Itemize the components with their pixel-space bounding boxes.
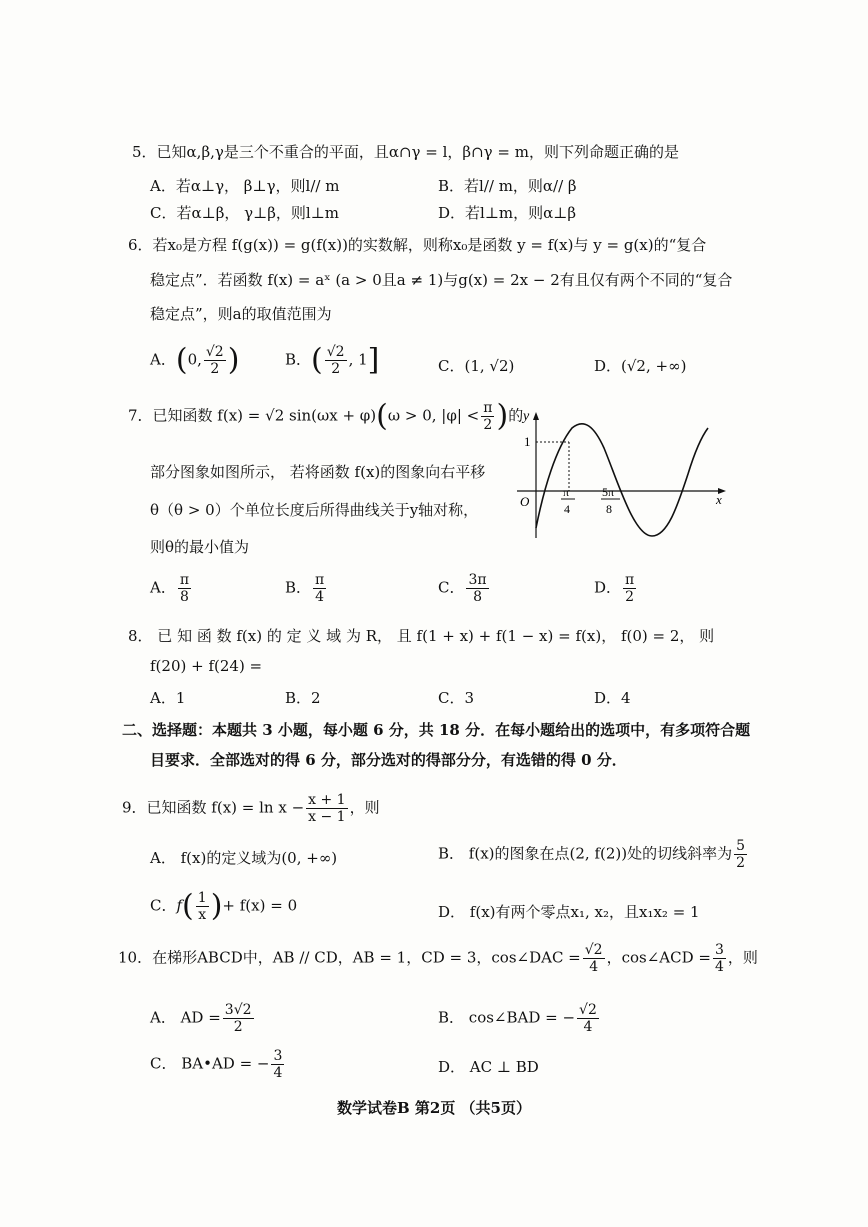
q10-c-pre: C． BA•AD = −: [150, 1054, 270, 1073]
q6-a-label: A．: [150, 350, 176, 369]
q7-line3: θ（θ > 0）个单位长度后所得曲线关于y轴对称，: [150, 501, 479, 519]
q7-d-den: 2: [625, 589, 635, 605]
y-tick-one: 1: [524, 434, 531, 449]
q10-n2: 3: [714, 942, 724, 958]
q7-line2: 部分图象如图所示， 若将函数 f(x)的图象向右平移: [150, 463, 486, 481]
q7-line1: 7．已知函数 f(x) = √2 sin(ωx + φ)(ω > 0, |φ| < $\frac{\pi}{2}$ )的: [128, 398, 524, 434]
q9-b-den: 2: [736, 855, 746, 871]
q7-line1-post: 的: [508, 406, 524, 425]
tick-pi4-den: 4: [564, 502, 570, 516]
q9-den: x − 1: [308, 809, 346, 825]
q6-option-b: B．( $\frac{√2}{2}$ , 1]: [285, 342, 380, 378]
q9-stem-post: ，则: [349, 798, 380, 817]
q7-line1-den: 2: [483, 417, 493, 433]
sine-curve: [536, 424, 708, 536]
q7-option-b: [285, 572, 328, 605]
q5-stem: 5．已知α,β,γ是三个不重合的平面，且α∩γ = l，β∩γ = m，则下列命题正确的是: [132, 143, 679, 161]
q7-option-a: [150, 572, 193, 605]
q6-option-d: D．(√2, +∞): [594, 357, 687, 375]
q9-c-den: x: [198, 907, 207, 923]
q9-b-pre: B． f(x)的图象在点(2, f(2))处的切线斜率为: [438, 844, 733, 863]
q7-line1-cond: ω > 0, |φ| <: [387, 406, 480, 425]
q7-b-den: 4: [315, 589, 325, 605]
q5-option-d: D．若l⊥m，则α⊥β: [438, 204, 577, 222]
q10-b-num: √2: [579, 1002, 597, 1018]
q10-stem-pre: 10．在梯形ABCD中，AB // CD，AB = 1，CD = 3，cos∠DAC =: [118, 948, 581, 967]
q8-option-d: D．4: [594, 689, 631, 707]
tick-pi4-num: π: [563, 485, 570, 499]
x-axis-label: x: [716, 492, 722, 507]
q10-a-pre: A． AD =: [150, 1008, 221, 1027]
q6-a-den: 2: [210, 361, 220, 377]
q5-option-c: C．若α⊥β， γ⊥β，则l⊥m: [150, 204, 340, 222]
q7-d-label: D．: [594, 578, 622, 597]
q7-c-den: 8: [473, 589, 482, 605]
q7-option-d: [594, 572, 638, 605]
q7-line4: 则θ的最小值为: [150, 538, 250, 556]
q9-option-c: C．f( $\frac{1}{x}$ )+ f(x) = 0: [150, 888, 298, 924]
q8-line1: 8． 已 知 函 数 f(x) 的 定 义 域 为 R， 且 f(1 + x) + f(1 − x) = f(x)， f(0) = 2， 则: [128, 627, 715, 645]
q6-b-den: 2: [331, 361, 341, 377]
q7-option-c: [438, 572, 491, 605]
q10-stem-mid: ，cos∠ACD =: [606, 948, 711, 967]
q10-a-den: 2: [233, 1019, 243, 1035]
q7-b-label: B．: [285, 578, 312, 597]
q6-option-a: A．(0, $\frac{√2}{2}$ ): [150, 342, 240, 378]
q6-b-num: √2: [326, 344, 345, 360]
q10-b-pre: B． cos∠BAD = −: [438, 1008, 576, 1027]
q10-n1: √2: [584, 942, 603, 958]
q7-line1-num: π: [483, 400, 493, 416]
q10-c-num: 3: [273, 1048, 283, 1064]
q6-line3: 稳定点”，则a的取值范围为: [150, 305, 332, 323]
q10-b-den: 4: [583, 1019, 593, 1035]
y-axis-label: y: [523, 409, 530, 424]
q9-b-num: 5: [736, 838, 746, 854]
q10-stem-post: ，则: [727, 948, 758, 967]
page-footer: 数学试卷B 第2页 （共5页）: [337, 1099, 531, 1117]
q10-stem: [118, 942, 758, 975]
q10-d1: 4: [589, 959, 599, 975]
q9-c-post: + f(x) = 0: [222, 896, 298, 915]
q5-option-b: B．若l// m，则α// β: [438, 177, 577, 195]
q8-option-b: B．2: [285, 689, 321, 707]
q9-option-a: A． f(x)的定义域为(0, +∞): [150, 849, 338, 867]
q10-a-num: 3√2: [224, 1002, 252, 1018]
q7-line1-pre: 7．已知函数 f(x) = √2 sin(ωx + φ): [128, 406, 377, 425]
tick-5pi8-den: 8: [606, 502, 612, 516]
q6-b-post: , 1: [348, 350, 368, 369]
q7-a-num: π: [179, 572, 190, 588]
q9-c-label: C．: [150, 896, 177, 915]
q9-stem: [122, 792, 380, 825]
q6-line2: 稳定点”．若函数 f(x) = aˣ (a > 0且a ≠ 1)与g(x) = 2x − 2有且仅有两个不同的“复合: [150, 271, 733, 289]
q6-a-pre: 0,: [187, 350, 202, 369]
section-2-heading-line1: 二、选择题：本题共 3 小题，每小题 6 分，共 18 分．在每小题给出的选项中，有多项符合题: [122, 721, 751, 739]
q7-a-den: 8: [179, 589, 189, 605]
section-2-heading-line2: 目要求．全部选对的得 6 分，部分选对的得部分分，有选错的得 0 分．: [150, 751, 627, 769]
q7-c-num: 3π: [468, 572, 487, 588]
q10-option-c: [150, 1048, 286, 1081]
q10-d2: 4: [714, 959, 724, 975]
q9-stem-pre: 9．已知函数 f(x) = ln x −: [122, 798, 305, 817]
origin-label: O: [520, 494, 530, 509]
q9-c-f: f: [176, 896, 183, 915]
q6-option-c: C．(1, √2): [438, 357, 515, 375]
q7-d-num: π: [625, 572, 635, 588]
q8-option-a: A．1: [150, 689, 186, 707]
q7-a-label: A．: [150, 578, 176, 597]
q10-c-den: 4: [273, 1065, 283, 1081]
q8-line2: f(20) + f(24) =: [150, 657, 263, 675]
y-axis-arrow-icon: [533, 412, 539, 420]
q9-num: x + 1: [308, 792, 346, 808]
q6-a-num: √2: [205, 344, 224, 360]
q7-sine-graph: [512, 408, 737, 543]
q9-option-b: [438, 838, 749, 871]
tick-5pi8-num: 5π: [602, 485, 615, 499]
q10-option-d: D． AC ⊥ BD: [438, 1058, 539, 1076]
q8-option-c: C．3: [438, 689, 475, 707]
q5-option-a: A．若α⊥γ， β⊥γ，则l// m: [150, 177, 340, 195]
q6-b-label: B．: [285, 350, 312, 369]
q7-c-label: C．: [438, 578, 465, 597]
q7-b-num: π: [315, 572, 325, 588]
q9-c-num: 1: [197, 890, 207, 906]
q9-option-d: D． f(x)有两个零点x₁, x₂，且x₁x₂ = 1: [438, 903, 700, 921]
q10-option-a: [150, 1002, 256, 1035]
q6-line1: 6．若x₀是方程 f(g(x)) = g(f(x))的实数解，则称x₀是函数 y = f(x)与 y = g(x)的“复合: [128, 236, 707, 254]
q10-option-b: [438, 1002, 601, 1035]
